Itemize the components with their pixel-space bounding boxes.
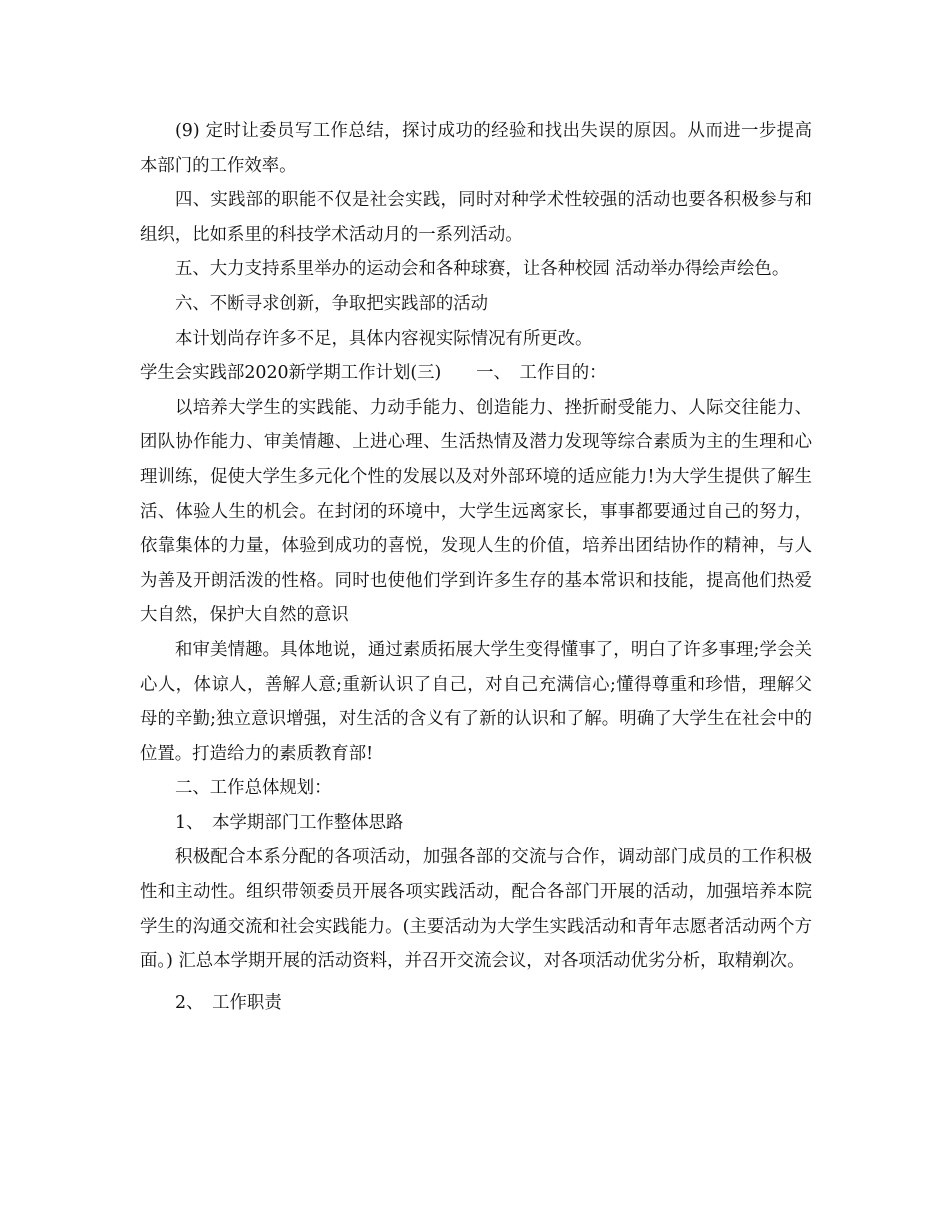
paragraph-closing-note: 本计划尚存许多不足，具体内容视实际情况有所更改。	[175, 328, 593, 349]
paragraph-purpose-continued: 和审美情趣。具体地说，通过素质拓展大学生变得懂事了，明白了许多事理;学会关心人，体谅人，善解人意;重新认识了自己，对自己充满信心;懂得尊重和珍惜，理解父母的辛勤;独立意识增强，对生活的含义有了新的认识和了解。明确了大学生在社会中的位置。打造给力的素质教育部!	[140, 639, 812, 764]
subheading-overall-approach: 1、 本学期部门工作整体思路	[175, 812, 404, 833]
paragraph-purpose: 以培养大学生的实践能、力动手能力、创造能力、挫折耐受能力、人际交往能力、团队协作能力、审美情趣、上进心理、生活热情及潜力发现等综合素质为主的生理和心理训练，促使大学生多元化个性的发展以及对外部环境的适应能力!为大学生提供了解生活、体验人生的机会。在封闭的环境中，大学生远离家长，事事都要通过自己的努力，依靠集体的力量，体验到成功的喜悦，发现人生的价值，培养出团结协作的精神，与人为善及开朗活泼的性格。同时也使他们学到许多生存的基本常识和技能，提高他们热爱大自然，保护大自然的意识	[140, 397, 812, 626]
paragraph-item-9: (9) 定时让委员写工作总结，探讨成功的经验和找出失误的原因。从而进一步提高本部门的工作效率。	[140, 121, 812, 176]
document-title-line: 学生会实践部2020新学期工作计划(三) 一、 工作目的：	[140, 363, 607, 384]
paragraph-overall-approach: 积极配合本系分配的各项活动，加强各部的交流与合作，调动部门成员的工作积极性和主动性。组织带领委员开展各项实践活动，配合各部门开展的活动，加强培养本院学生的沟通交流和社会实践能力。(主要活动为大学生实践活动和青年志愿者活动两个方面。) 汇总本学期开展的活动资料，并召开交流会议，对各项活动优劣分析，取精剃次。	[140, 847, 812, 972]
paragraph-section-six: 六、不断寻求创新，争取把实践部的活动	[175, 293, 489, 314]
section-heading-overall-plan: 二、工作总体规划：	[175, 778, 332, 799]
document-body	[140, 114, 812, 1020]
subheading-responsibilities: 2、 工作职责	[175, 992, 282, 1013]
paragraph-section-four: 四、实践部的职能不仅是社会实践，同时对种学术性较强的活动也要各积极参与和组织，比如系里的科技学术活动月的一系列活动。	[140, 190, 812, 245]
paragraph-section-five: 五、大力支持系里举办的运动会和各种球赛，让各种校园 活动举办得绘声绘色。	[175, 259, 790, 280]
